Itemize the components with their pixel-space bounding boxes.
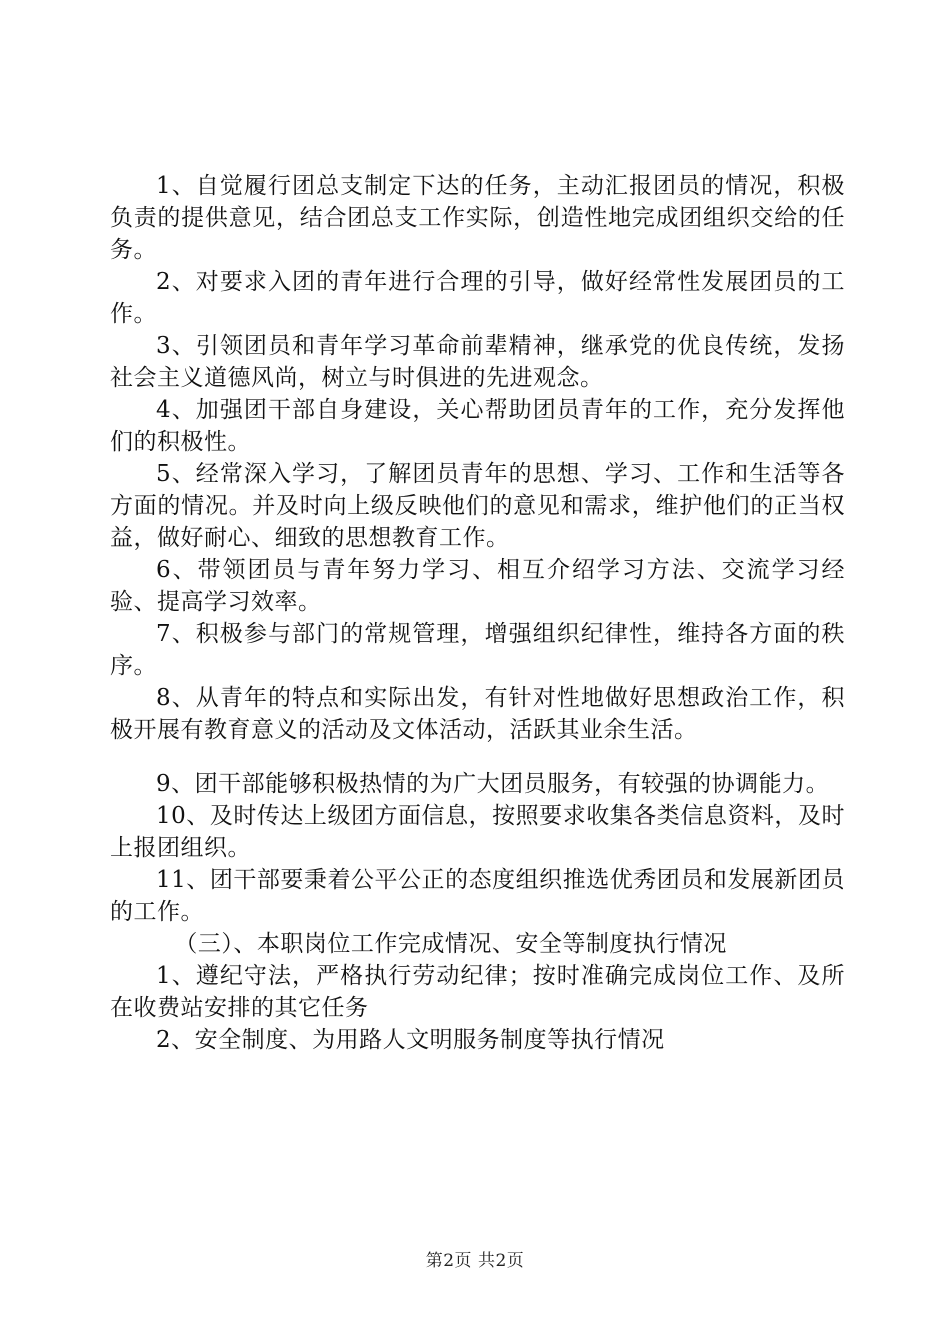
paragraph-7: 7、积极参与部门的常规管理，增强组织纪律性，维持各方面的秩序。 — [110, 621, 845, 679]
paragraph-8: 8、从青年的特点和实际出发，有针对性地做好思想政治工作，积极开展有教育意义的活动及文体活动，活跃其业余生活。 — [110, 685, 845, 743]
paragraph-4: 4、加强团干部自身建设，关心帮助团员青年的工作，充分发挥他们的积极性。 — [110, 397, 845, 455]
paragraph-6: 6、带领团员与青年努力学习、相互介绍学习方法、交流学习经验、提高学习效率。 — [110, 557, 845, 615]
paragraph-1: 1、自觉履行团总支制定下达的任务，主动汇报团员的情况，积极负责的提供意见，结合团总支工作实际，创造性地完成团组织交给的任务。 — [110, 173, 845, 263]
paragraph-5: 5、经常深入学习，了解团员青年的思想、学习、工作和生活等各方面的情况。并及时向上级反映他们的意见和需求，维护他们的正当权益，做好耐心、细致的思想教育工作。 — [110, 461, 845, 551]
document-body — [110, 170, 845, 1056]
paragraph-2: 2、对要求入团的青年进行合理的引导，做好经常性发展团员的工作。 — [110, 269, 845, 327]
paragraph-3: 3、引领团员和青年学习革命前辈精神，继承党的优良传统，发扬社会主义道德风尚，树立与时俱进的先进观念。 — [110, 333, 845, 391]
paragraph-11: 11、团干部要秉着公平公正的态度组织推选优秀团员和发展新团员的工作。 — [110, 867, 845, 925]
section-heading-3: （三）、本职岗位工作完成情况、安全等制度执行情况 — [174, 931, 727, 957]
page-number-footer: 第2页 共2页 — [425, 1251, 525, 1271]
paragraph-section3-1: 1、遵纪守法，严格执行劳动纪律；按时准确完成岗位工作、及所在收费站安排的其它任务 — [110, 963, 845, 1021]
paragraph-10: 10、及时传达上级团方面信息，按照要求收集各类信息资料，及时上报团组织。 — [110, 803, 845, 861]
paragraph-9: 9、团干部能够积极热情的为广大团员服务，有较强的协调能力。 — [156, 771, 830, 797]
paragraph-section3-2: 2、安全制度、为用路人文明服务制度等执行情况 — [156, 1027, 665, 1053]
